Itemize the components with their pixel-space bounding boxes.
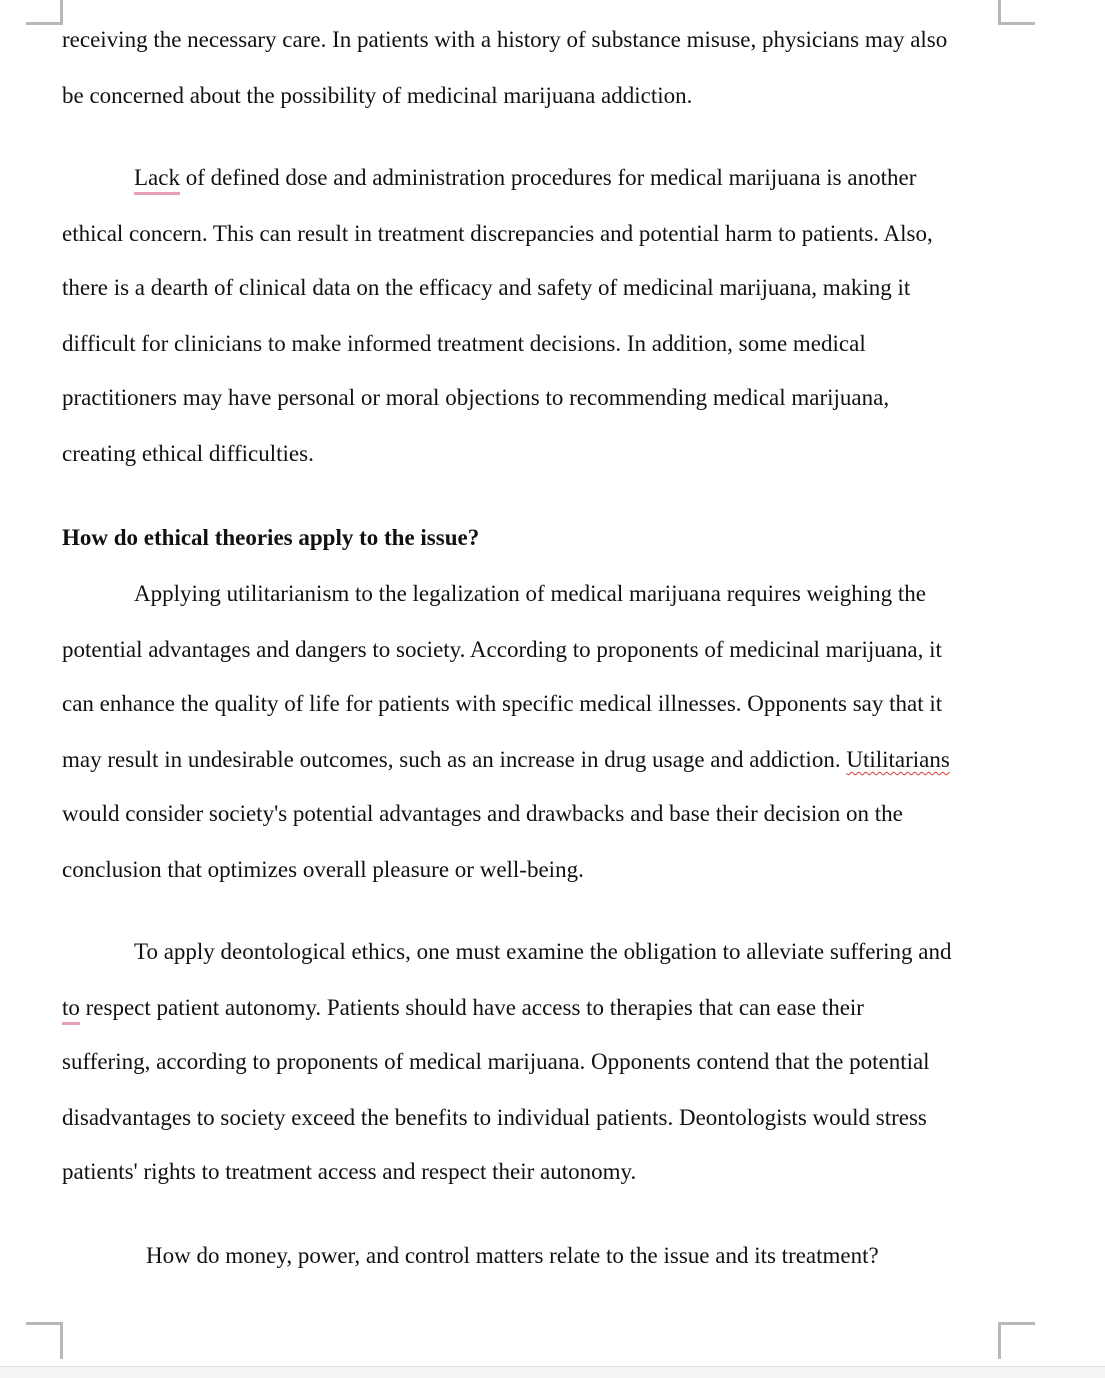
crop-mark-top-right [998, 0, 1035, 25]
body-text-line[interactable]: disadvantages to society exceed the benefits to individual patients. Deontologists would stress [62, 1105, 927, 1130]
body-text-line[interactable]: be concerned about the possibility of medicinal marijuana addiction. [62, 83, 693, 108]
crop-mark-bottom-left [26, 1322, 63, 1359]
crop-mark-top-left [26, 0, 63, 25]
body-text-line[interactable]: patients' rights to treatment access and respect their autonomy. [62, 1159, 637, 1184]
body-text-line[interactable]: difficult for clinicians to make informed treatment decisions. In addition, some medical [62, 331, 866, 356]
grammar-flagged-word[interactable]: Lack [134, 165, 180, 190]
body-text-line[interactable]: would consider society's potential advantages and drawbacks and base their decision on the [62, 801, 903, 826]
body-text-line[interactable] [134, 164, 916, 192]
body-text-span: respect patient autonomy. Patients should have access to therapies that can ease their [79, 995, 864, 1020]
body-text-line[interactable]: conclusion that optimizes overall pleasure or well-being. [62, 857, 584, 882]
body-text-span: of defined dose and administration procedures for medical marijuana is another [179, 165, 917, 190]
section-heading[interactable]: How do money, power, and control matters relate to the issue and its treatment? [146, 1243, 879, 1268]
body-text-span: may result in undesirable outcomes, such as an increase in drug usage and addiction. [62, 747, 847, 772]
crop-mark-bottom-right [998, 1322, 1035, 1359]
body-text-line[interactable]: ethical concern. This can result in treatment discrepancies and potential harm to patients. Also, [62, 221, 933, 246]
body-text-line[interactable]: receiving the necessary care. In patients with a history of substance misuse, physicians may also [62, 27, 948, 52]
body-text-line[interactable] [62, 994, 864, 1022]
section-heading[interactable]: How do ethical theories apply to the issue? [62, 525, 480, 550]
body-text-line[interactable]: To apply deontological ethics, one must examine the obligation to alleviate suffering and [134, 939, 952, 964]
body-text-line[interactable]: suffering, according to proponents of medical marijuana. Opponents contend that the potential [62, 1049, 930, 1074]
grammar-flagged-word[interactable]: to [62, 995, 80, 1020]
spelling-flagged-word[interactable]: Utilitarians [846, 747, 950, 772]
body-text-line[interactable] [62, 746, 950, 774]
body-text-line[interactable]: potential advantages and dangers to society. According to proponents of medicinal marijuana, it [62, 637, 942, 662]
body-text-line[interactable]: can enhance the quality of life for patients with specific medical illnesses. Opponents say that it [62, 691, 943, 716]
body-text-line[interactable]: creating ethical difficulties. [62, 441, 314, 466]
page-gap [0, 1366, 1105, 1378]
body-text-line[interactable]: practitioners may have personal or moral objections to recommending medical marijuana, [62, 385, 890, 410]
body-text-line[interactable]: Applying utilitarianism to the legalization of medical marijuana requires weighing the [134, 581, 926, 606]
body-text-line[interactable]: there is a dearth of clinical data on the efficacy and safety of medicinal marijuana, making it [62, 275, 911, 300]
